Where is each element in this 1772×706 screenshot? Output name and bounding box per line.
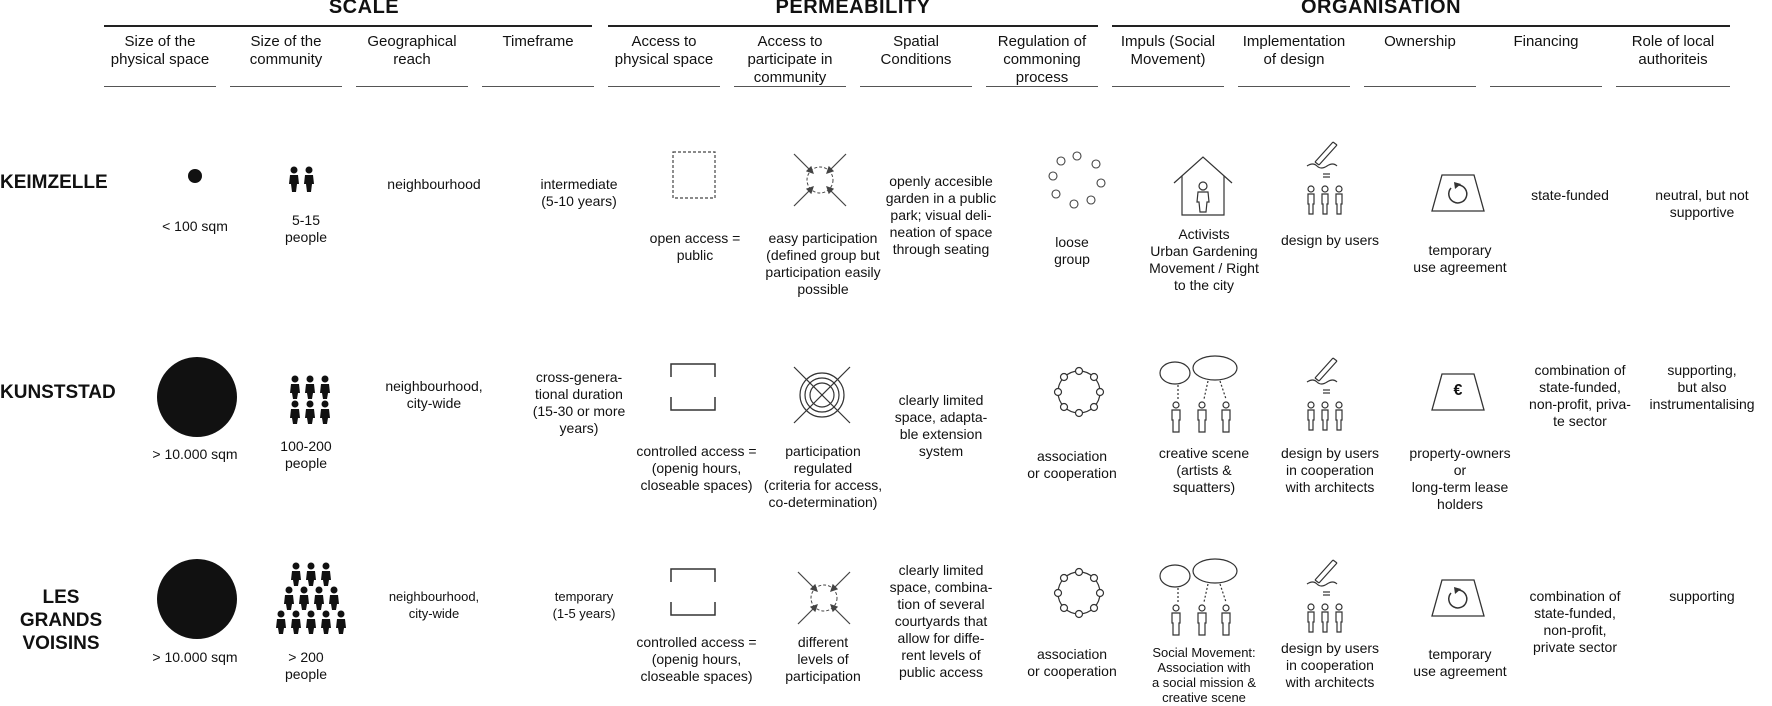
financing-value: state-funded — [1531, 187, 1609, 203]
access-value: controlled access = (openig hours, closeable spaces) — [636, 634, 757, 684]
col-line — [356, 86, 468, 87]
col-line — [1616, 86, 1730, 87]
row-title-kunststad: KUNSTSTAD — [0, 382, 116, 403]
ownership-value: temporary use agreement — [1413, 646, 1507, 679]
impuls-value: creative scene (artists & squatters) — [1158, 445, 1250, 495]
col-line — [104, 86, 216, 87]
spatial-value: clearly limited space, adapta- ble extension system — [894, 392, 988, 459]
pencil-users-icon — [1303, 138, 1349, 216]
refresh-trapezoid-icon — [1430, 173, 1486, 213]
reach-value: neighbourhood, city-wide — [388, 589, 480, 621]
participation-value: easy participation (defined group but participation easily possible — [765, 230, 881, 297]
regulation-value: association or cooperation — [1027, 448, 1117, 481]
col-line — [860, 86, 972, 87]
col-line — [986, 86, 1098, 87]
financing-value: combination of state-funded, non-profit, private sector — [1529, 588, 1621, 655]
col-header-financing: Financing — [1513, 33, 1579, 50]
network-ring-icon — [1052, 365, 1106, 419]
spatial-value: openly accesible garden in a public park; visual deli- neation of space through seating — [885, 173, 997, 257]
col-line — [230, 86, 342, 87]
house-person-icon — [1172, 155, 1234, 217]
community-value: > 200 people — [284, 649, 328, 682]
participation-value: different levels of participation — [785, 634, 861, 684]
col-header-implementation: Implementation of design — [1242, 33, 1346, 68]
open-corners-square-icon — [670, 568, 716, 616]
col-line — [482, 86, 594, 87]
reach-value: neighbourhood, city-wide — [385, 378, 483, 411]
col-header-access-space: Access to physical space — [614, 33, 714, 68]
speech-bubbles-icon — [1158, 355, 1240, 433]
euro-symbol: € — [1453, 382, 1463, 399]
authorities-value: supporting — [1669, 588, 1735, 604]
group-title-scale: SCALE — [328, 0, 400, 18]
network-ring-icon — [1052, 566, 1106, 620]
col-header-role-authorities: Role of local authoriteis — [1631, 33, 1715, 68]
size-value: < 100 sqm — [162, 218, 228, 234]
design-value: design by users — [1280, 232, 1380, 248]
people-icon — [286, 166, 320, 194]
pencil-users-icon — [1303, 556, 1349, 634]
col-header-spatial-conditions: Spatial Conditions — [880, 33, 952, 68]
impuls-value: Social Movement: Association with a social mission & creative scene — [1151, 645, 1257, 705]
ownership-value: property-owners or long-term lease holders — [1409, 445, 1511, 512]
people-icon — [276, 562, 346, 636]
community-value: 100-200 people — [280, 438, 332, 471]
authorities-value: supporting, but also instrumentalising — [1649, 362, 1755, 412]
authorities-value: neutral, but not supportive — [1655, 187, 1749, 220]
community-value: 5-15 people — [284, 212, 328, 245]
impuls-value: Activists Urban Gardening Movement / Right to the city — [1149, 226, 1259, 293]
col-header-ownership: Ownership — [1384, 33, 1456, 50]
inward-arrows-icon — [796, 570, 852, 626]
access-value: controlled access = (openig hours, closeable spaces) — [636, 443, 757, 493]
group-title-permeability: PERMEABILITY — [775, 0, 931, 18]
dashed-square-icon — [672, 151, 716, 199]
col-line — [608, 86, 720, 87]
col-header-access-community: Access to participate in community — [747, 33, 833, 86]
regulation-value: association or cooperation — [1027, 646, 1117, 679]
dot-icon — [185, 166, 205, 186]
col-line — [1364, 86, 1476, 87]
col-line — [734, 86, 846, 87]
group-line-permeability — [608, 25, 1098, 27]
access-value: open access = public — [649, 230, 741, 263]
large-dot-icon — [156, 558, 238, 640]
col-line — [1490, 86, 1602, 87]
participation-value: participation regulated (criteria for access, co-determination) — [763, 443, 883, 510]
refresh-trapezoid-icon — [1430, 578, 1486, 618]
col-line — [1112, 86, 1224, 87]
design-value: design by users in cooperation with architects — [1280, 445, 1380, 495]
timeframe-value: cross-genera- tional duration (15-30 or more years) — [532, 369, 626, 436]
col-header-impuls: Impuls (Social Movement) — [1120, 33, 1216, 68]
group-line-scale — [104, 25, 592, 27]
size-value: > 10.000 sqm — [152, 446, 238, 462]
design-value: design by users in cooperation with architects — [1280, 640, 1380, 690]
col-header-size-space: Size of the physical space — [110, 33, 210, 68]
pencil-users-icon — [1303, 354, 1349, 432]
group-line-organisation — [1112, 25, 1730, 27]
large-dot-icon — [156, 356, 238, 438]
col-line — [1238, 86, 1350, 87]
regulation-value: loose group — [1054, 234, 1090, 267]
timeframe-value: temporary (1-5 years) — [552, 589, 616, 621]
financing-value: combination of state-funded, non-profit, priva- te sector — [1529, 362, 1631, 429]
row-title-les-grands-voisins: LES GRANDS VOISINS — [19, 587, 103, 654]
col-header-regulation: Regulation of commoning process — [997, 33, 1087, 86]
loose-circle-icon — [1047, 150, 1107, 210]
col-header-timeframe: Timeframe — [502, 33, 574, 50]
inward-arrows-icon — [792, 152, 848, 208]
row-title-keimzelle: KEIMZELLE — [0, 172, 108, 193]
timeframe-value: intermediate (5-10 years) — [540, 176, 618, 209]
reach-value: neighbourhood — [387, 176, 481, 192]
speech-bubbles-icon — [1158, 558, 1240, 636]
open-corners-square-icon — [670, 363, 716, 411]
spatial-value: clearly limited space, combina- tion of several courtyards that allow for diffe- rent levels of public access — [889, 562, 993, 680]
concentric-circles-icon — [792, 365, 852, 425]
col-header-geographical-reach: Geographical reach — [367, 33, 457, 68]
size-value: > 10.000 sqm — [152, 649, 238, 665]
ownership-value: temporary use agreement — [1413, 242, 1507, 275]
group-title-organisation: ORGANISATION — [1300, 0, 1462, 18]
people-icon — [287, 375, 335, 425]
col-header-size-community: Size of the community — [249, 33, 323, 68]
